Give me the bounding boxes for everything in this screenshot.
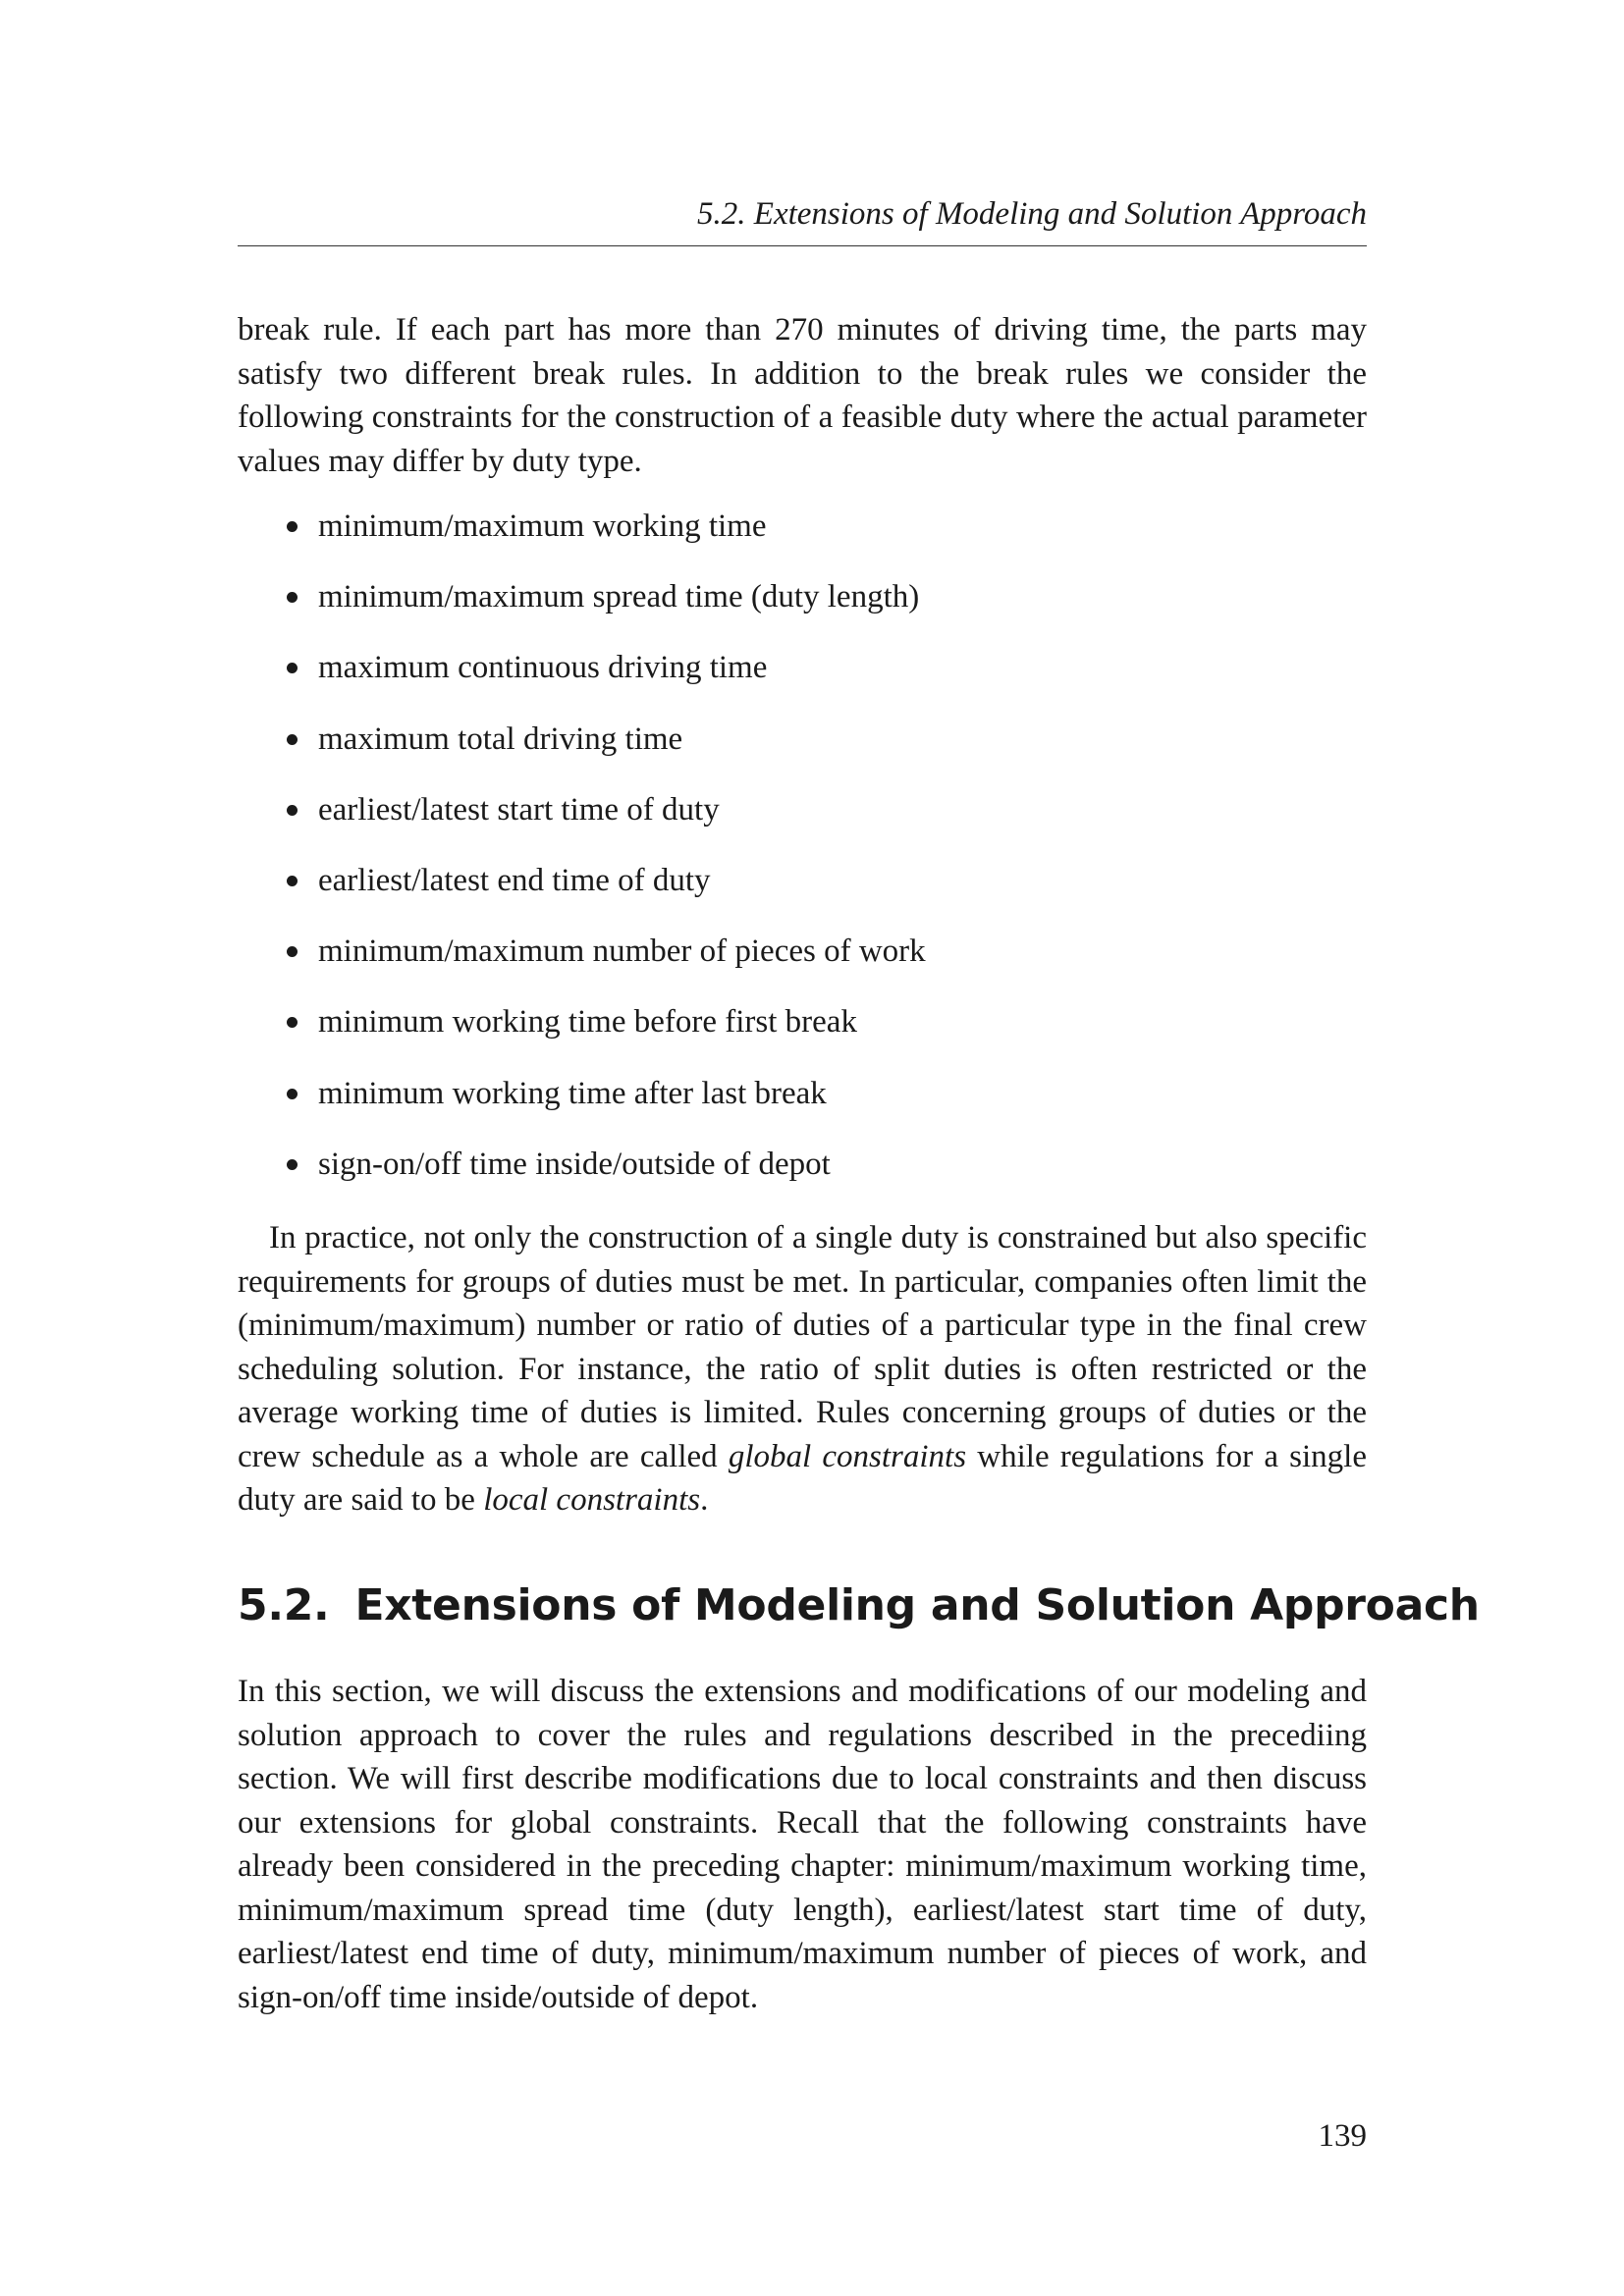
constraint-list <box>238 505 1367 1213</box>
bullet-icon <box>287 663 298 673</box>
paragraph-global-local-constraints <box>238 1216 1367 1522</box>
paragraph-section-intro: In this section, we will discuss the extensions and modifications of our modeling and solution approach to cover the rules and regulations described in the precediing section. We will first describe modifications due to local constraints and then discuss our extensions for global constraints. Recall that the following constraints have already been considered in the preceding chapter: minimum/maximum working time, minimum/maximum spread time (duty length), earliest/latest start time of duty, earliest/latest end time of duty, minimum/maximum number of pieces of work, and sign-on/off time inside/outside of depot. <box>238 1674 1367 2015</box>
section-title: Extensions of Modeling and Solution Approach <box>354 1580 1480 1630</box>
list-item <box>238 1072 1367 1143</box>
section-number: 5.2. <box>238 1580 330 1630</box>
list-item-text: earliest/latest start time of duty <box>318 791 720 828</box>
paragraph-text: In practice, not only the construction of a single duty is constrained but also specific requirements for groups of duties must be met. In particular, companies often limit the (minimum/maximum) number or ratio of duties of a particular type in the final crew scheduling solution. For instance, the ratio of split duties is often restricted or the average working time of duties is limited. Rules concerning groups of duties or the crew schedule as a whole are called <box>238 1220 1367 1474</box>
paragraph-break-rules: break rule. If each part has more than 270 minutes of driving time, the parts may satisfy two different break rules. In addition to the break rules we consider the following constraints for the construction of a feasible duty where the actual parameter values may differ by duty type. <box>238 312 1367 479</box>
bullet-icon <box>287 876 298 886</box>
paragraph-text: while regulations for a single duty are said to be <box>238 1438 1367 1518</box>
bullet-icon <box>287 805 298 816</box>
bullet-icon <box>287 521 298 532</box>
list-item-text: minimum/maximum spread time (duty length) <box>318 579 920 615</box>
list-item <box>238 718 1367 788</box>
running-header: 5.2. Extensions of Modeling and Solution Approach <box>697 196 1367 232</box>
bullet-icon <box>287 734 298 745</box>
bullet-icon <box>287 946 298 957</box>
list-item <box>238 575 1367 646</box>
list-item-text: minimum working time before first break <box>318 1004 857 1041</box>
bullet-icon <box>287 592 298 603</box>
term-local-constraints: local constraints <box>483 1482 701 1518</box>
list-item <box>238 788 1367 859</box>
list-item-text: earliest/latest end time of duty <box>318 862 711 898</box>
list-item-text: maximum total driving time <box>318 721 683 757</box>
section-heading <box>238 1579 1480 1632</box>
page-number: 139 <box>1318 2118 1367 2154</box>
list-item-text: minimum/maximum working time <box>318 508 767 544</box>
list-item <box>238 1000 1367 1071</box>
list-item <box>238 505 1367 575</box>
list-item <box>238 646 1367 717</box>
paragraph-text: . <box>700 1482 709 1518</box>
bullet-icon <box>287 1089 298 1099</box>
list-item <box>238 1143 1367 1213</box>
list-item-text: minimum working time after last break <box>318 1075 827 1111</box>
list-item-text: maximum continuous driving time <box>318 650 768 686</box>
list-item <box>238 859 1367 930</box>
bullet-icon <box>287 1159 298 1170</box>
header-rule <box>238 245 1367 246</box>
bullet-icon <box>287 1017 298 1028</box>
list-item <box>238 930 1367 1000</box>
term-global-constraints: global constraints <box>728 1438 967 1474</box>
list-item-text: sign-on/off time inside/outside of depot <box>318 1146 831 1182</box>
list-item-text: minimum/maximum number of pieces of work <box>318 934 926 970</box>
